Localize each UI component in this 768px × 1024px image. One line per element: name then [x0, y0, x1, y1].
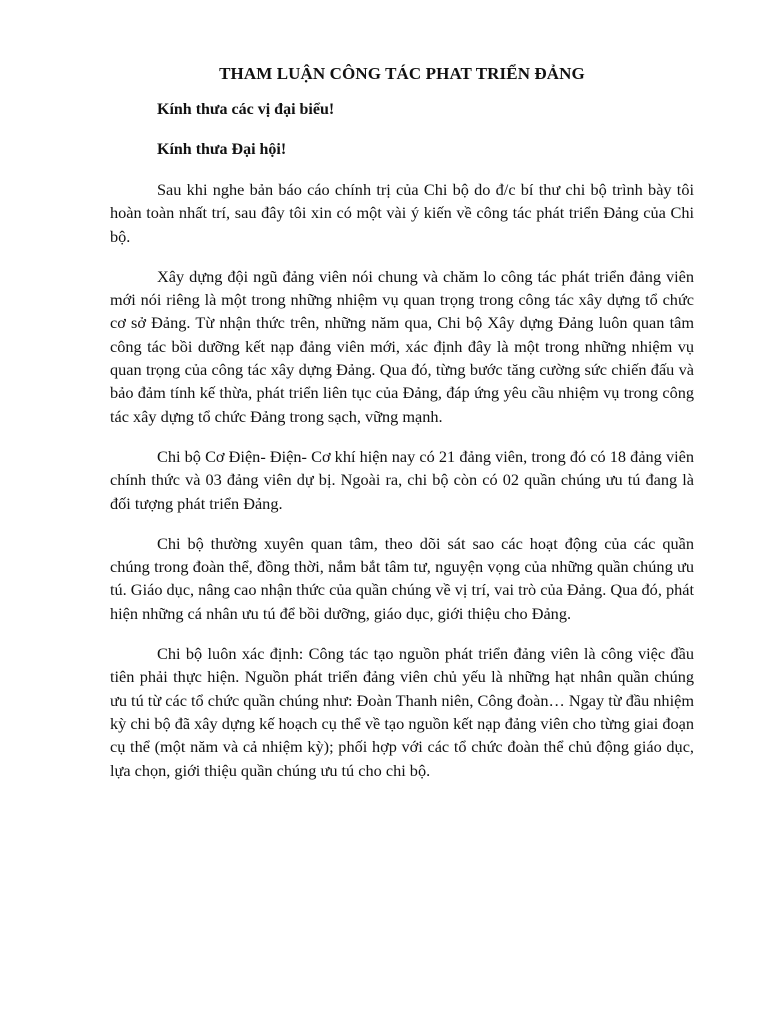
paragraph-source-development: Chi bộ luôn xác định: Công tác tạo nguồn phát triển đảng viên là công việc đầu tiên phải thực hiện. Nguồn phát triển đảng viên chủ yếu là những hạt nhân quần chúng ưu tú từ các tổ chức quần chúng như: Đoàn Thanh niên, Công đoàn… Ngay từ đầu nhiệm kỳ chi bộ đã xây dựng kế hoạch cụ thể về tạo nguồn kết nạp đảng viên cho từng giai đoạn cụ thể (một năm và cả nhiệm kỳ); phối hợp với các tổ chức đoàn thể chủ động giáo dục, lựa chọn, giới thiệu quần chúng ưu tú cho chi bộ.: [110, 644, 694, 780]
paragraph-monitoring: Chi bộ thường xuyên quan tâm, theo dõi sát sao các hoạt động của các quần chúng trong đoàn thể, đồng thời, nắm bắt tâm tư, nguyện vọng của những quần chúng ưu tú. Giáo dục, nâng cao nhận thức của quần chúng về vị trí, vai trò của Đảng. Qua đó, phát hiện những cá nhân ưu tú để bồi dưỡng, giáo dục, giới thiệu cho Đảng.: [110, 533, 694, 623]
paragraph-member-count: Chi bộ Cơ Điện- Điện- Cơ khí hiện nay có 21 đảng viên, trong đó có 18 đảng viên chính thức và 03 đảng viên dự bị. Ngoài ra, chi bộ còn có 02 quần chúng ưu tú đang là đối tượng phát triển Đảng.: [110, 446, 694, 513]
greeting-congress: Kính thưa Đại hội!: [157, 141, 287, 158]
paragraph-intro: Sau khi nghe bản báo cáo chính trị của Chi bộ do đ/c bí thư chi bộ trình bày tôi hoàn toàn nhất trí, sau đây tôi xin có một vài ý kiến về công tác phát triển Đảng của Chi bộ.: [110, 180, 694, 246]
paragraph-building-members: Xây dựng đội ngũ đảng viên nói chung và chăm lo công tác phát triển đảng viên mới nói riêng là một trong những nhiệm vụ quan trọng trong công tác xây dựng tổ chức cơ sở Đảng. Từ nhận thức trên, những năm qua, Chi bộ Xây dựng Đảng luôn quan tâm công tác bồi dưỡng kết nạp đảng viên mới, xác định đây là một trong những nhiệm vụ quan trọng của công tác xây dựng Đảng. Qua đó, từng bước tăng cường sức chiến đấu và bảo đảm tính kế thừa, phát triển liên tục của Đảng, đáp ứng yêu cầu nhiệm vụ trong công tác xây dựng tổ chức Đảng trong sạch, vững mạnh.: [110, 266, 694, 426]
document-page: [110, 62, 694, 799]
greeting-delegates: Kính thưa các vị đại biểu!: [157, 101, 335, 118]
document-title: THAM LUẬN CÔNG TÁC PHAT TRIỂN ĐẢNG: [219, 64, 585, 83]
